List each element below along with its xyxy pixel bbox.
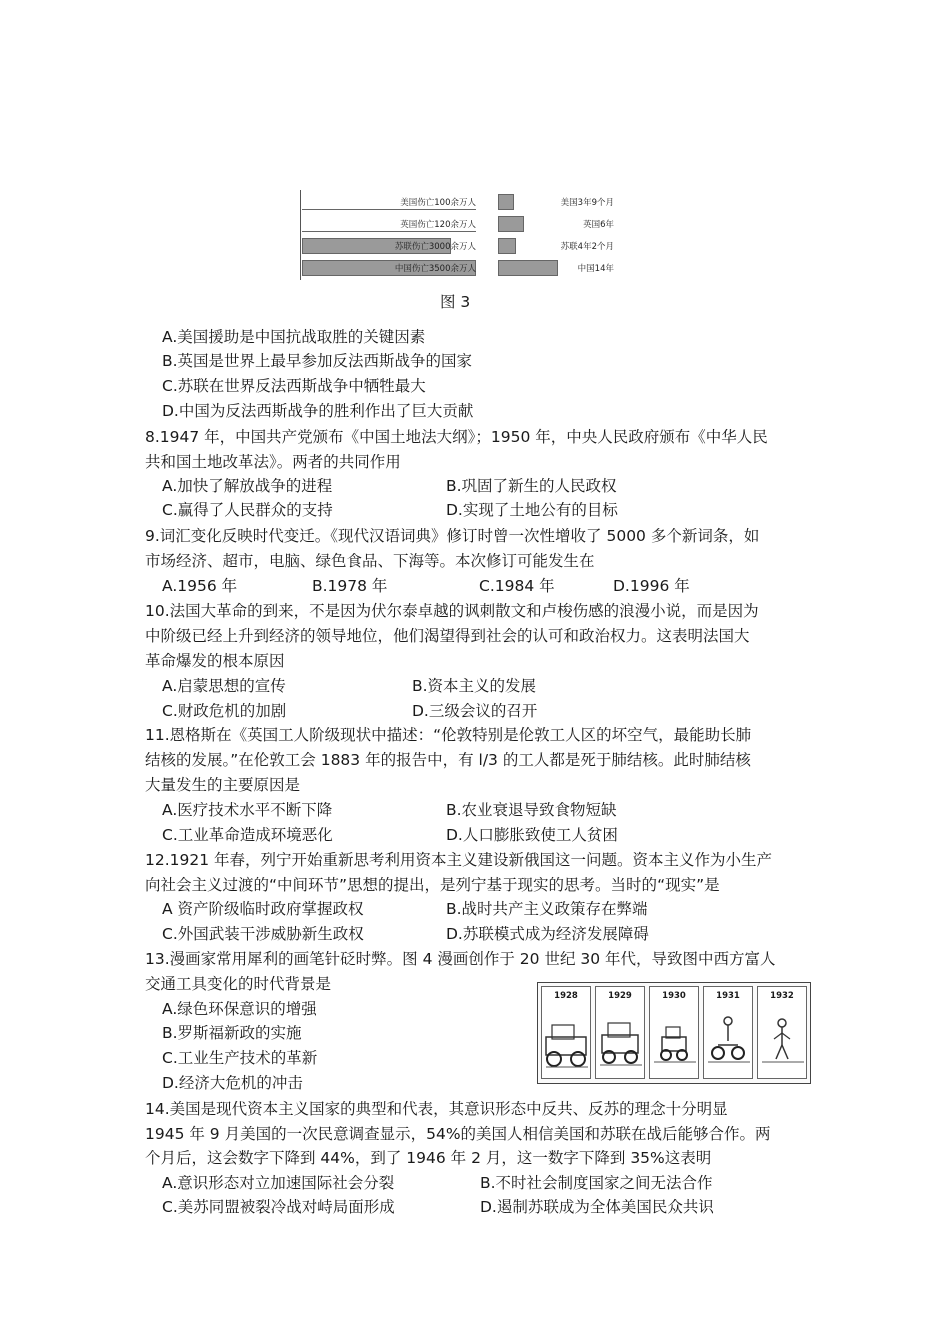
q8-stem-line-2: 共和国土地改革法》。两者的共同作用 <box>145 453 401 471</box>
q13-option-c: C.工业生产技术的革新 <box>162 1049 318 1067</box>
casualty-axis <box>300 190 301 280</box>
small-car-icon <box>650 1007 698 1077</box>
q8-option-c: C.赢得了人民群众的支持 <box>162 501 333 519</box>
cartoon-panel-1932 <box>757 986 807 1079</box>
q14-stem-line-3: 个月后，这会数字下降到 44%，到了 1946 年 2 月，这一数字下降到 35%这表明 <box>145 1149 712 1167</box>
duration-label-ussr: 苏联4年2个月 <box>560 242 614 252</box>
casualty-row-uk <box>302 214 476 232</box>
q12-stem-line-2: 向社会主义过渡的“中间环节”思想的提出，是列宁基于现实的思考。当时的“现实”是 <box>145 876 720 894</box>
duration-row-ussr <box>498 236 614 254</box>
duration-label-uk: 英国6年 <box>583 220 614 230</box>
q12-stem-line-1: 12.1921 年春，列宁开始重新思考利用资本主义建设新俄国这一问题。资本主义作为小生产 <box>145 851 773 869</box>
q8-option-a: A.加快了解放战争的进程 <box>162 477 333 495</box>
q10-stem-line-2: 中阶级已经上升到经济的领导地位，他们渴望得到社会的认可和政治权力。这表明法国大 <box>145 627 750 645</box>
casualty-label-uk: 英国伤亡120余万人 <box>400 220 476 230</box>
cartoon-panel-1931 <box>703 986 753 1079</box>
walking-man-icon <box>758 1007 806 1077</box>
q12-option-d: D.苏联模式成为经济发展障碍 <box>446 925 649 943</box>
q7-option-c: C.苏联在世界反法西斯战争中牺牲最大 <box>162 377 426 395</box>
q7-option-d: D.中国为反法西斯战争的胜利作出了巨大贡献 <box>162 402 474 420</box>
casualty-label-ussr: 苏联伤亡3000余万人 <box>394 242 476 252</box>
q12-options-row-1 <box>0 898 950 920</box>
q12-option-b: B.战时共产主义政策存在弊端 <box>446 900 648 918</box>
q7-option-a: A.美国援助是中国抗战取胜的关键因素 <box>162 328 426 346</box>
q10-option-d: D.三级会议的召开 <box>412 702 538 720</box>
q10-stem-line-3: 革命爆发的根本原因 <box>145 652 285 670</box>
duration-bar-usa <box>498 194 514 210</box>
q10-option-a: A.启蒙思想的宣传 <box>162 677 286 695</box>
q14-option-d: D.遏制苏联成为全体美国民众共识 <box>480 1198 714 1216</box>
q8-option-b: B.巩固了新生的人民政权 <box>446 477 617 495</box>
q14-stem-line-1: 14.美国是现代资本主义国家的典型和代表，其意识形态中反共、反苏的理念十分明显 <box>145 1100 728 1118</box>
casualty-row-china <box>302 258 476 276</box>
q12-option-a: A 资产阶级临时政府掌握政权 <box>162 900 364 918</box>
q9-stem-line-2: 市场经济、超市，电脑、绿色食品、下海等。本次修订可能发生在 <box>145 552 595 570</box>
figure-3 <box>298 188 618 284</box>
duration-label-china: 中国14年 <box>577 264 614 274</box>
duration-chart <box>494 188 612 284</box>
cartoon-panel-1929 <box>595 986 645 1079</box>
duration-row-china <box>498 258 614 276</box>
q13-stem-line-1: 13.漫画家常用犀利的画笔针砭时弊。图 4 漫画创作于 20 世纪 30 年代，导致图中西方富人 <box>145 950 776 968</box>
figure-3-caption: 图 3 <box>440 293 471 311</box>
duration-row-usa <box>498 192 614 210</box>
cartoon-year-1929: 1929 <box>608 991 632 1001</box>
luxury-car-icon <box>542 1007 590 1077</box>
q8-option-d: D.实现了土地公有的目标 <box>446 501 618 519</box>
duration-bar-ussr <box>498 238 516 254</box>
cartoon-year-1931: 1931 <box>716 991 740 1001</box>
cartoon-year-1932: 1932 <box>770 991 794 1001</box>
q11-options-row-1 <box>0 799 950 821</box>
q8-stem-line-1: 8.1947 年，中国共产党颁布《中国土地法大纲》；1950 年，中央人民政府颁布《中华人民 <box>145 428 768 446</box>
sedan-icon <box>596 1007 644 1077</box>
q11-option-c: C.工业革命造成环境恶化 <box>162 826 333 844</box>
q14-options-row-1 <box>0 1172 950 1194</box>
q13-option-a: A.绿色环保意识的增强 <box>162 1000 317 1018</box>
duration-bar-china <box>498 260 558 276</box>
q11-options-row-2 <box>0 824 950 846</box>
q14-options-row-2 <box>0 1196 950 1218</box>
casualty-label-china: 中国伤亡3500余万人 <box>394 264 476 274</box>
q10-option-c: C.财政危机的加剧 <box>162 702 287 720</box>
duration-bar-uk <box>498 216 524 232</box>
q9-option-a: A.1956 年 <box>162 577 238 595</box>
q10-options-row-1 <box>0 675 950 697</box>
q8-options-row-2 <box>0 499 950 521</box>
q14-stem-line-2: 1945 年 9 月美国的一次民意调查显示，54%的美国人相信美国和苏联在战后能够合作。两 <box>145 1125 771 1143</box>
cartoon-year-1930: 1930 <box>662 991 686 1001</box>
motorcycle-icon <box>704 1007 752 1077</box>
casualty-row-ussr <box>302 236 476 254</box>
q11-stem-line-1: 11.恩格斯在《英国工人阶级现状中描述：“伦敦特别是伦敦工人区的坏空气，最能助长肺 <box>145 726 752 744</box>
q10-option-b: B.资本主义的发展 <box>412 677 537 695</box>
q13-option-b: B.罗斯福新政的实施 <box>162 1024 302 1042</box>
q9-option-b: B.1978 年 <box>312 577 388 595</box>
cartoon-panel-1928 <box>541 986 591 1079</box>
q9-stem-line-1: 9.词汇变化反映时代变迁。《现代汉语词典》修订时曾一次性增收了 5000 多个新词条，如 <box>145 527 760 545</box>
q10-stem-line-1: 10.法国大革命的到来，不是因为伏尔泰卓越的讽刺散文和卢梭伤感的浪漫小说，而是因为 <box>145 602 759 620</box>
figure-4-cartoon <box>537 982 811 1084</box>
q8-options-row-1 <box>0 475 950 497</box>
q9-options-row <box>0 575 950 597</box>
q11-option-b: B.农业衰退导致食物短缺 <box>446 801 617 819</box>
q13-stem-line-2: 交通工具变化的时代背景是 <box>145 975 332 993</box>
casualty-row-usa <box>302 192 476 210</box>
q7-option-b: B.英国是世界上最早参加反法西斯战争的国家 <box>162 352 473 370</box>
q13-option-d: D.经济大危机的冲击 <box>162 1074 303 1092</box>
casualty-chart <box>298 188 476 284</box>
duration-label-usa: 美国3年9个月 <box>560 198 614 208</box>
q11-stem-line-3: 大量发生的主要原因是 <box>145 776 301 794</box>
q11-option-d: D.人口膨胀致使工人贫困 <box>446 826 618 844</box>
q12-options-row-2 <box>0 923 950 945</box>
q12-option-c: C.外国武装干涉威胁新生政权 <box>162 925 364 943</box>
duration-row-uk <box>498 214 614 232</box>
q9-option-d: D.1996 年 <box>613 577 690 595</box>
casualty-label-usa: 美国伤亡100余万人 <box>400 198 476 208</box>
q11-stem-line-2: 结核的发展。”在伦敦工会 1883 年的报告中，有 l/3 的工人都是死于肺结核。此时肺结核 <box>145 751 751 769</box>
q14-option-c: C.美苏同盟被裂冷战对峙局面形成 <box>162 1198 395 1216</box>
q9-option-c: C.1984 年 <box>479 577 555 595</box>
q14-option-a: A.意识形态对立加速国际社会分裂 <box>162 1174 395 1192</box>
cartoon-year-1928: 1928 <box>554 991 578 1001</box>
q11-option-a: A.医疗技术水平不断下降 <box>162 801 333 819</box>
q10-options-row-2 <box>0 700 950 722</box>
cartoon-panel-1930 <box>649 986 699 1079</box>
q14-option-b: B.不时社会制度国家之间无法合作 <box>480 1174 713 1192</box>
